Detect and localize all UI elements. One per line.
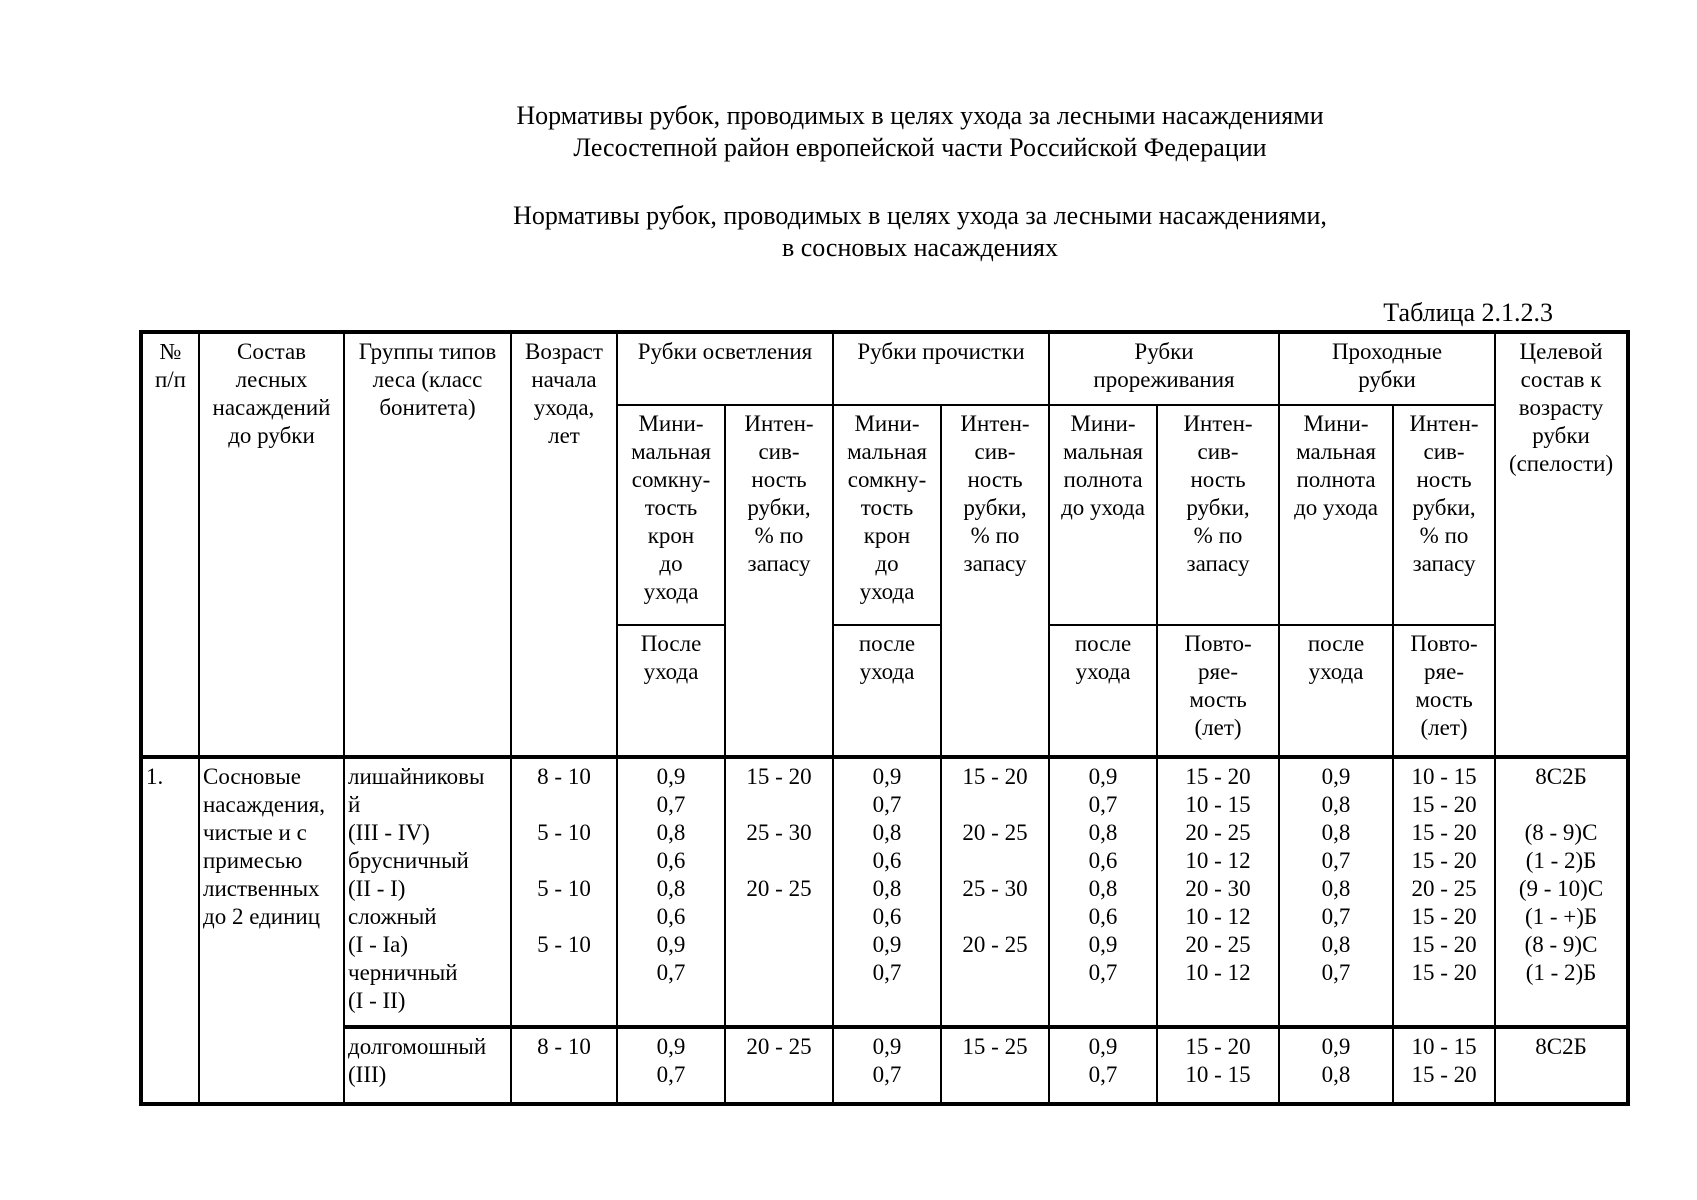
- header-clearing-int: Интен- сив- ность рубки, % по запасу: [725, 405, 833, 757]
- cell-thinning-int: 15 - 20 10 - 15: [1157, 1027, 1279, 1103]
- cell-passage-min: 0,9 0,8 0,8 0,7 0,8 0,7 0,8 0,7: [1279, 757, 1393, 1027]
- cell-thinning-min: 0,9 0,7: [1049, 1027, 1157, 1103]
- title-line-2: Лесостепной район европейской части Российской Федерации: [573, 133, 1267, 162]
- cell-clearing-int: 20 - 25: [725, 1027, 833, 1103]
- cell-passage-min: 0,9 0,8: [1279, 1027, 1393, 1103]
- header-thinning: Рубки прореживания: [1049, 333, 1279, 405]
- cell-forest-groups: лишайниковы й (III - IV) брусничный (II - I) сложный (I - Ia) черничный (I - II): [344, 757, 511, 1027]
- cell-cleaning-int: 15 - 25: [941, 1027, 1049, 1103]
- cell-clearing-min: 0,9 0,7: [617, 1027, 725, 1103]
- header-forest-groups: Группы типов леса (класс бонитета): [344, 333, 511, 757]
- header-clearing-after: После ухода: [617, 625, 725, 757]
- norms-table: [141, 332, 1628, 1104]
- cell-forest-groups: долгомошный (III): [344, 1027, 511, 1103]
- header-passage-int: Интен- сив- ность рубки, % по запасу: [1393, 405, 1495, 625]
- document-title: [0, 100, 1697, 164]
- subtitle-line-1: Нормативы рубок, проводимых в целях ухода за лесными насаждениями,: [513, 201, 1327, 230]
- cell-clearing-int: 15 - 20 25 - 30 20 - 25: [725, 757, 833, 1027]
- cell-cleaning-int: 15 - 20 20 - 25 25 - 30 20 - 25: [941, 757, 1049, 1027]
- cell-clearing-min: 0,9 0,7 0,8 0,6 0,8 0,6 0,9 0,7: [617, 757, 725, 1027]
- header-cleaning-after: после ухода: [833, 625, 941, 757]
- header-composition: Состав лесных насаждений до рубки: [199, 333, 344, 757]
- cell-passage-int: 10 - 15 15 - 20: [1393, 1027, 1495, 1103]
- header-passage-after: после ухода: [1279, 625, 1393, 757]
- cell-start-age: 8 - 10 5 - 10 5 - 10 5 - 10: [511, 757, 617, 1027]
- cell-cleaning-min: 0,9 0,7: [833, 1027, 941, 1103]
- table-row: [142, 757, 1627, 1027]
- document-subtitle: [0, 200, 1697, 264]
- header-passage-repeat: Повто- ряе- мость (лет): [1393, 625, 1495, 757]
- header-cleaning-min: Мини- мальная сомкну- тость крон до ухода: [833, 405, 941, 625]
- cell-cleaning-min: 0,9 0,7 0,8 0,6 0,8 0,6 0,9 0,7: [833, 757, 941, 1027]
- header-target: Целевой состав к возрасту рубки (спелости): [1495, 333, 1627, 757]
- header-cleaning: Рубки прочистки: [833, 333, 1049, 405]
- cell-start-age: 8 - 10: [511, 1027, 617, 1103]
- cell-num: 1.: [142, 757, 199, 1103]
- header-passage-min: Мини- мальная полнота до ухода: [1279, 405, 1393, 625]
- table-row: [142, 1027, 1627, 1103]
- header-thinning-min: Мини- мальная полнота до ухода: [1049, 405, 1157, 625]
- cell-target: 8С2Б: [1495, 1027, 1627, 1103]
- cell-target: 8С2Б (8 - 9)С (1 - 2)Б (9 - 10)С (1 - +)Б (8 - 9)С (1 - 2)Б: [1495, 757, 1627, 1027]
- cell-thinning-min: 0,9 0,7 0,8 0,6 0,8 0,6 0,9 0,7: [1049, 757, 1157, 1027]
- header-start-age: Возраст начала ухода, лет: [511, 333, 617, 757]
- header-thinning-int: Интен- сив- ность рубки, % по запасу: [1157, 405, 1279, 625]
- header-num: № п/п: [142, 333, 199, 757]
- title-line-1: Нормативы рубок, проводимых в целях ухода за лесными насаждениями: [516, 101, 1324, 130]
- header-thinning-after: после ухода: [1049, 625, 1157, 757]
- cell-composition: Сосновые насаждения, чистые и с примесью лиственных до 2 единиц: [199, 757, 344, 1103]
- subtitle-line-2: в сосновых насаждениях: [781, 233, 1059, 262]
- header-thinning-repeat: Повто- ряе- мость (лет): [1157, 625, 1279, 757]
- header-passage: Проходные рубки: [1279, 333, 1495, 405]
- table-number: Таблица 2.1.2.3: [1383, 298, 1553, 327]
- header-clearing-min: Мини- мальная сомкну- тость крон до ухода: [617, 405, 725, 625]
- header-cleaning-int: Интен- сив- ность рубки, % по запасу: [941, 405, 1049, 757]
- cell-passage-int: 10 - 15 15 - 20 15 - 20 15 - 20 20 - 25 15 - 20 15 - 20 15 - 20: [1393, 757, 1495, 1027]
- cell-thinning-int: 15 - 20 10 - 15 20 - 25 10 - 12 20 - 30 10 - 12 20 - 25 10 - 12: [1157, 757, 1279, 1027]
- header-clearing: Рубки осветления: [617, 333, 833, 405]
